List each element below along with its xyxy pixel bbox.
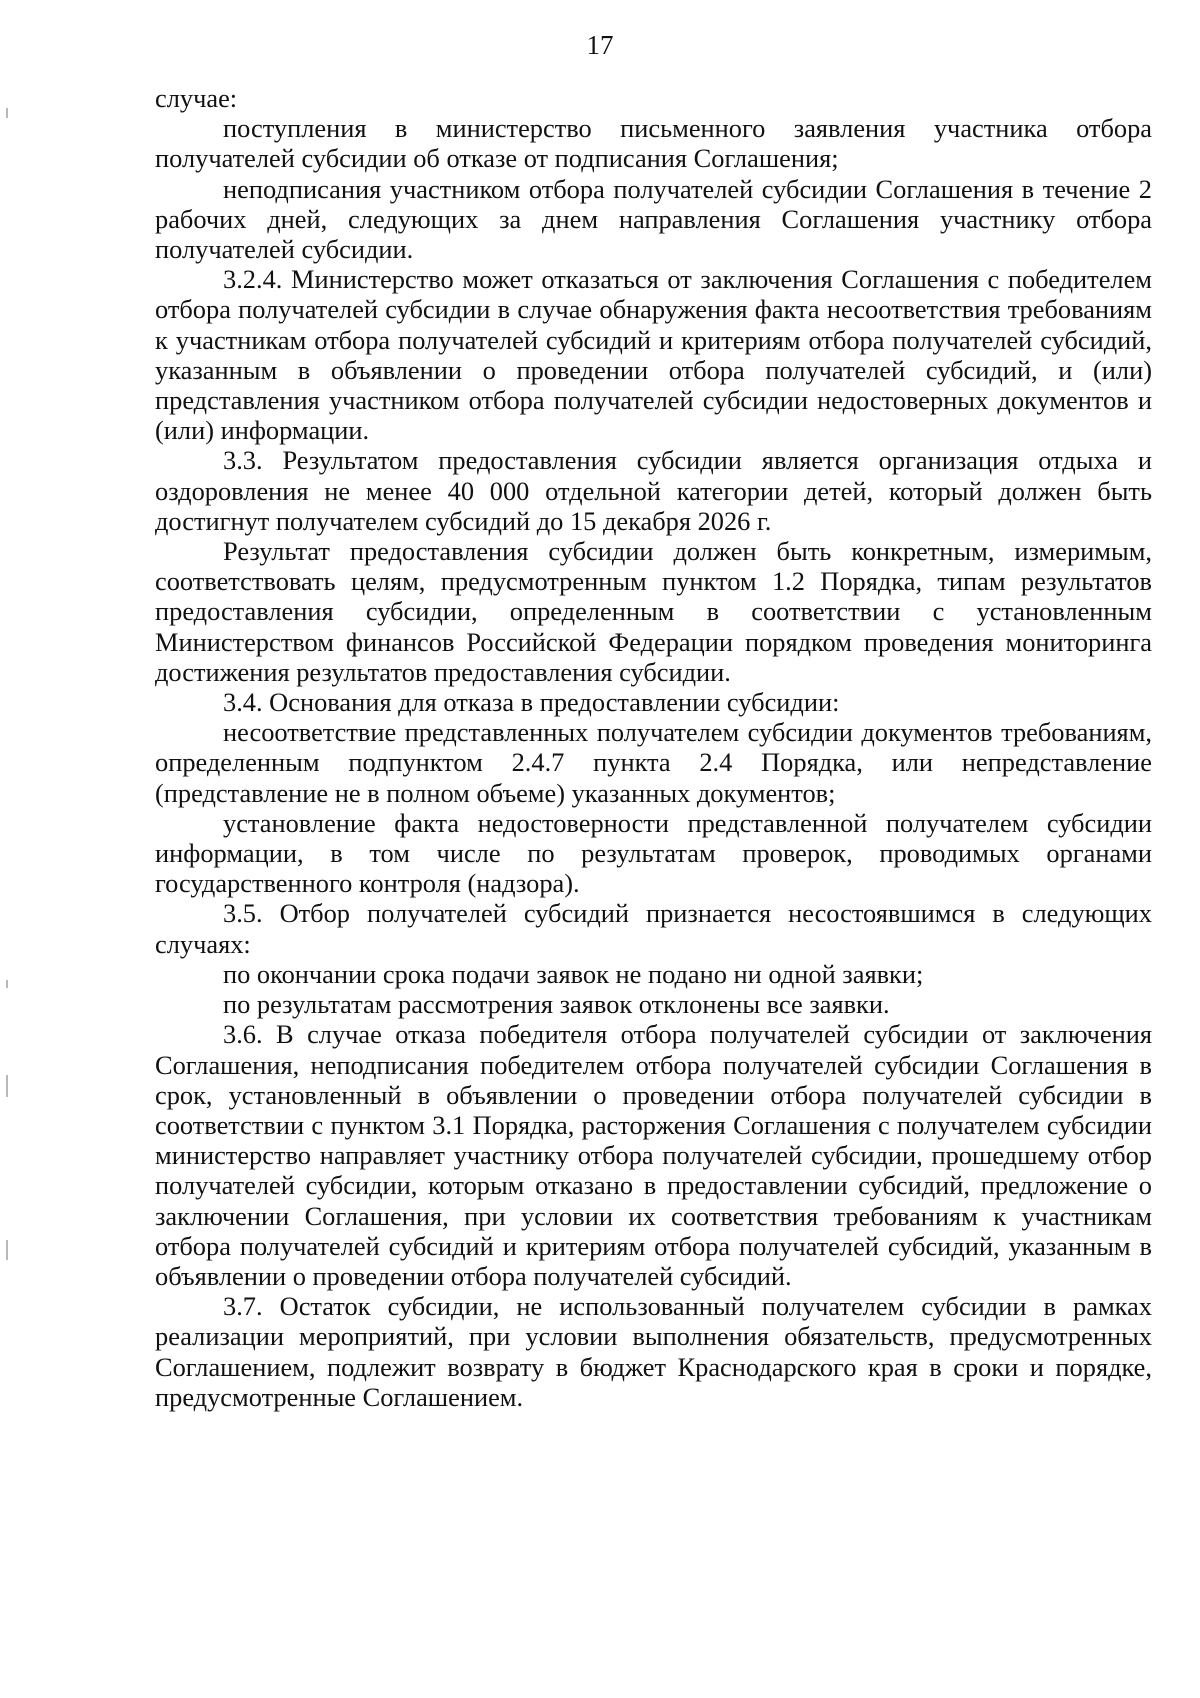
- scan-edge-mark: [6, 1240, 8, 1260]
- page-number: 17: [586, 30, 614, 60]
- paragraph: 3.5. Отбор получателей субсидий признается несостоявшимся в следующих случаях:: [155, 898, 1152, 959]
- paragraph: поступления в министерство письменного заявления участника отбора получателей субсидии об отказе от подписания Соглашения;: [155, 113, 1152, 174]
- scan-edge-mark: [6, 108, 8, 118]
- paragraph: 3.4. Основания для отказа в предоставлении субсидии:: [223, 687, 840, 718]
- paragraph: неподписания участником отбора получателей субсидии Соглашения в течение 2 рабочих дней, следующих за днем направления Соглашения участнику отбора получателей субсидии.: [155, 173, 1152, 265]
- paragraph: несоответствие представленных получателем субсидии документов требованиям, определенным подпунктом 2.4.7 пункта 2.4 Порядка, или непредставление (представление не в полном объеме) указанных документов;: [155, 717, 1152, 808]
- scan-edge-mark: [6, 1075, 8, 1097]
- paragraph: 3.6. В случае отказа победителя отбора получателей субсидии от заключения Соглашения, неподписания победителем отбора получателей субсидии Соглашения в срок, установленный в объявлении о проведении отбора получателей субсидии в соответствии с пунктом 3.1 Порядка, расторжения Соглашения с получателем субсидии министерство направляет участнику отбора получателей субсидии, прошедшему отбор получателей субсидии, которым отказано в предоставлении субсидий, предложение о заключении Соглашения, при условии их соответствия требованиям к участникам отбора получателей субсидий и критериям отбора получателей субсидий, указанным в объявлении о проведении отбора получателей субсидий.: [155, 1019, 1152, 1291]
- paragraph: 3.2.4. Министерство может отказаться от заключения Соглашения с победителем отбора получателей субсидии в случае обнаружения факта несоответствия требованиям к участникам отбора получателей субсидий и критериям отбора получателей субсидий, указанным в объявлении о проведении отбора получателей субсидий, и (или) представления участником отбора получателей субсидии недостоверных документов и (или) информации.: [155, 264, 1152, 446]
- paragraph: 3.3. Результатом предоставления субсидии является организация отдыха и оздоровления не менее 40 000 отдельной категории детей, который должен быть достигнут получателем субсидий до 15 декабря 2026 г.: [155, 445, 1152, 536]
- paragraph: 3.7. Остаток субсидии, не использованный получателем субсидии в рамках реализации мероприятий, при условии выполнения обязательств, предусмотренных Соглашением, подлежит возврату в бюджет Краснодарского края в сроки и порядке, предусмотренные Соглашением.: [155, 1291, 1152, 1412]
- paragraph: по окончании срока подачи заявок не подано ни одной заявки;: [223, 958, 924, 989]
- scan-edge-mark: [6, 980, 8, 988]
- document-body: [155, 83, 1152, 1412]
- paragraph: по результатам рассмотрения заявок отклонены все заявки.: [223, 989, 890, 1020]
- paragraph: установление факта недостоверности представленной получателем субсидии информации, в том числе по результатам проверок, проводимых органами государственного контроля (надзора).: [155, 807, 1152, 899]
- paragraph: Результат предоставления субсидии должен быть конкретным, измеримым, соответствовать целям, предусмотренным пунктом 1.2 Порядка, типам результатов предоставления субсидии, определенным в соответствии с установленным Министерством финансов Российской Федерации порядком проведения мониторинга достижения результатов предоставления субсидии.: [155, 536, 1152, 687]
- paragraph: случае:: [155, 83, 238, 113]
